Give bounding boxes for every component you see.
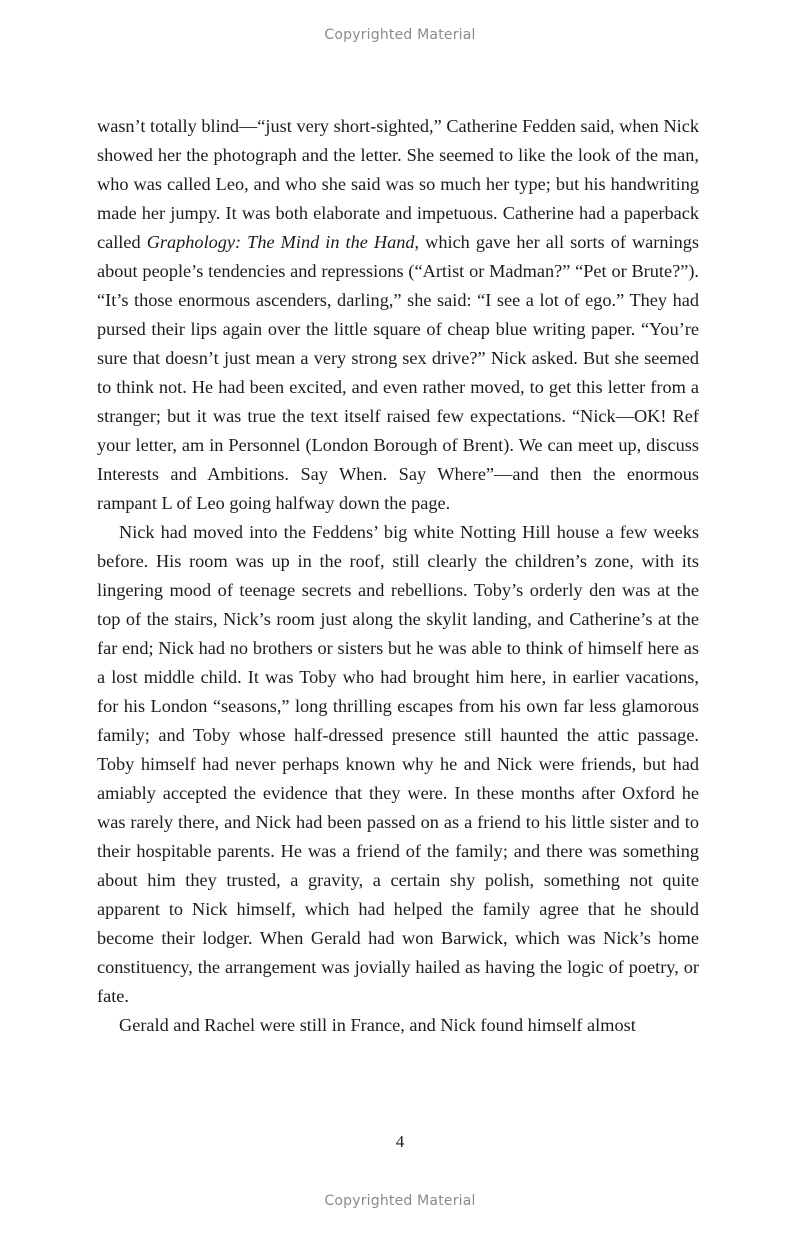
- paragraph: [97, 518, 699, 1011]
- paragraph: [97, 112, 699, 518]
- copyright-watermark-bottom: Copyrighted Material: [324, 1193, 476, 1209]
- paragraph: [97, 1011, 699, 1040]
- text-run: wasn’t totally blind—“just very short-sighted,” Catherine Fedden said, when Nick showed her the photograph and the letter. She seemed to like the look of the man, who was called Leo, and who she said was so much her type; but his handwriting made her jumpy. It was both elaborate and impetuous. Catherine had a paperback called: [97, 116, 699, 252]
- copyright-watermark-top: Copyrighted Material: [324, 27, 476, 43]
- page-body-text: [97, 112, 699, 1040]
- book-title: Graphology: The Mind in the Hand: [146, 232, 415, 252]
- text-run: , which gave her all sorts of warnings about people’s tendencies and repressions (“Artist or Madman?” “Pet or Brute?”). “It’s those enormous ascenders, darling,” she said: “I see a lot of ego.” They had pursed their lips again over the little square of cheap blue writing paper. “You’re sure that doesn’t just mean a very strong sex drive?” Nick asked. But she seemed to think not. He had been excited, and even rather moved, to get this letter from a stranger; but it was true the text itself raised few expectations. “Nick—OK! Ref your letter, am in Personnel (London Borough of Brent). We can meet up, discuss Interests and Ambitions. Say When. Say Where”—and then the enormous rampant L of Leo going halfway down the page.: [97, 232, 699, 513]
- text-run: Gerald and Rachel were still in France, and Nick found himself almost: [119, 1015, 636, 1035]
- page-number: 4: [395, 1132, 405, 1151]
- text-run: Nick had moved into the Feddens’ big white Notting Hill house a few weeks before. His room was up in the roof, still clearly the children’s zone, with its lingering mood of teenage secrets and rebellions. Toby’s orderly den was at the top of the stairs, Nick’s room just along the skylit landing, and Catherine’s at the far end; Nick had no brothers or sisters but he was able to think of himself here as a lost middle child. It was Toby who had brought him here, in earlier vacations, for his London “seasons,” long thrilling escapes from his own far less glamorous family; and Toby whose half-dressed presence still haunted the attic passage. Toby himself had never perhaps known why he and Nick were friends, but had amiably accepted the evidence that they were. In these months after Oxford he was rarely there, and Nick had been passed on as a friend to his little sister and to their hospitable parents. He was a friend of the family; and there was something about him they trusted, a gravity, a certain shy polish, something not quite apparent to Nick himself, which had helped the family agree that he should become their lodger. When Gerald had won Barwick, which was Nick’s home constituency, the arrangement was jovially hailed as having the logic of poetry, or fate.: [97, 522, 699, 1006]
